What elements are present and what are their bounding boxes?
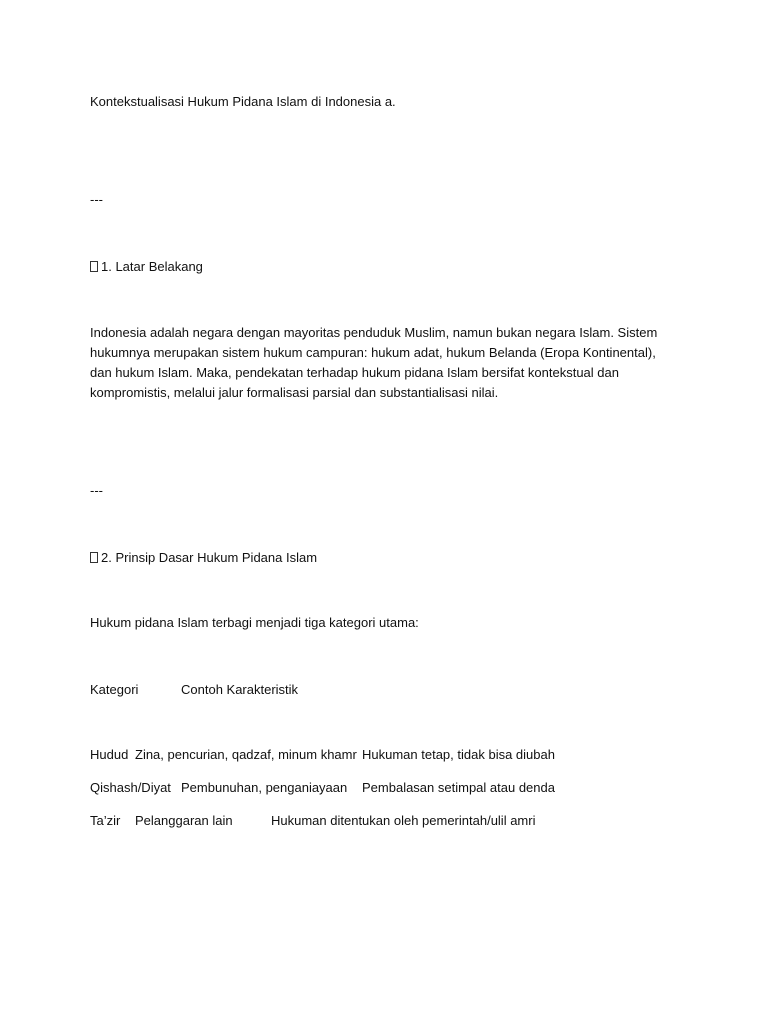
missing-glyph-icon (90, 261, 98, 272)
table-header-contoh-karakteristik: Contoh Karakteristik (181, 682, 299, 697)
section-2-intro: Hukum pidana Islam terbagi menjadi tiga kategori utama: (90, 615, 419, 630)
document-title: Kontekstualisasi Hukum Pidana Islam di Indonesia a. (90, 94, 396, 109)
row-karakteristik: Pembalasan setimpal atau denda (362, 780, 555, 795)
row-kategori: Qishash/Diyat (90, 780, 171, 795)
section-2-heading-text: 2. Prinsip Dasar Hukum Pidana Islam (101, 550, 318, 565)
row-karakteristik: Hukuman ditentukan oleh pemerintah/ulil amri (271, 813, 536, 828)
section-1-paragraph: Indonesia adalah negara dengan mayoritas penduduk Muslim, namun bukan negara Islam. Sistem hukumnya merupakan sistem hukum campuran: hukum adat, hukum Belanda (Eropa Kontinental), dan hukum Islam. Maka, pendekatan terhadap hukum pidana Islam bersifat kontekstual dan kompromistis, melalui jalur formalisasi parsial dan substantialisasi nilai. (90, 325, 658, 400)
row-karakteristik: Hukuman tetap, tidak bisa diubah (362, 747, 555, 762)
row-kategori: Hudud (90, 747, 129, 762)
section-1-heading (90, 257, 203, 277)
row-contoh: Pembunuhan, penganiayaan (181, 780, 348, 795)
separator: --- (90, 192, 103, 207)
section-1-heading-text: 1. Latar Belakang (101, 259, 203, 274)
row-kategori: Ta’zir (90, 813, 121, 828)
table-header-kategori: Kategori (90, 682, 139, 697)
row-contoh: Zina, pencurian, qadzaf, minum khamr (135, 747, 357, 762)
row-contoh: Pelanggaran lain (135, 813, 233, 828)
separator: --- (90, 483, 103, 498)
section-2-heading (90, 548, 317, 568)
missing-glyph-icon (90, 552, 98, 563)
